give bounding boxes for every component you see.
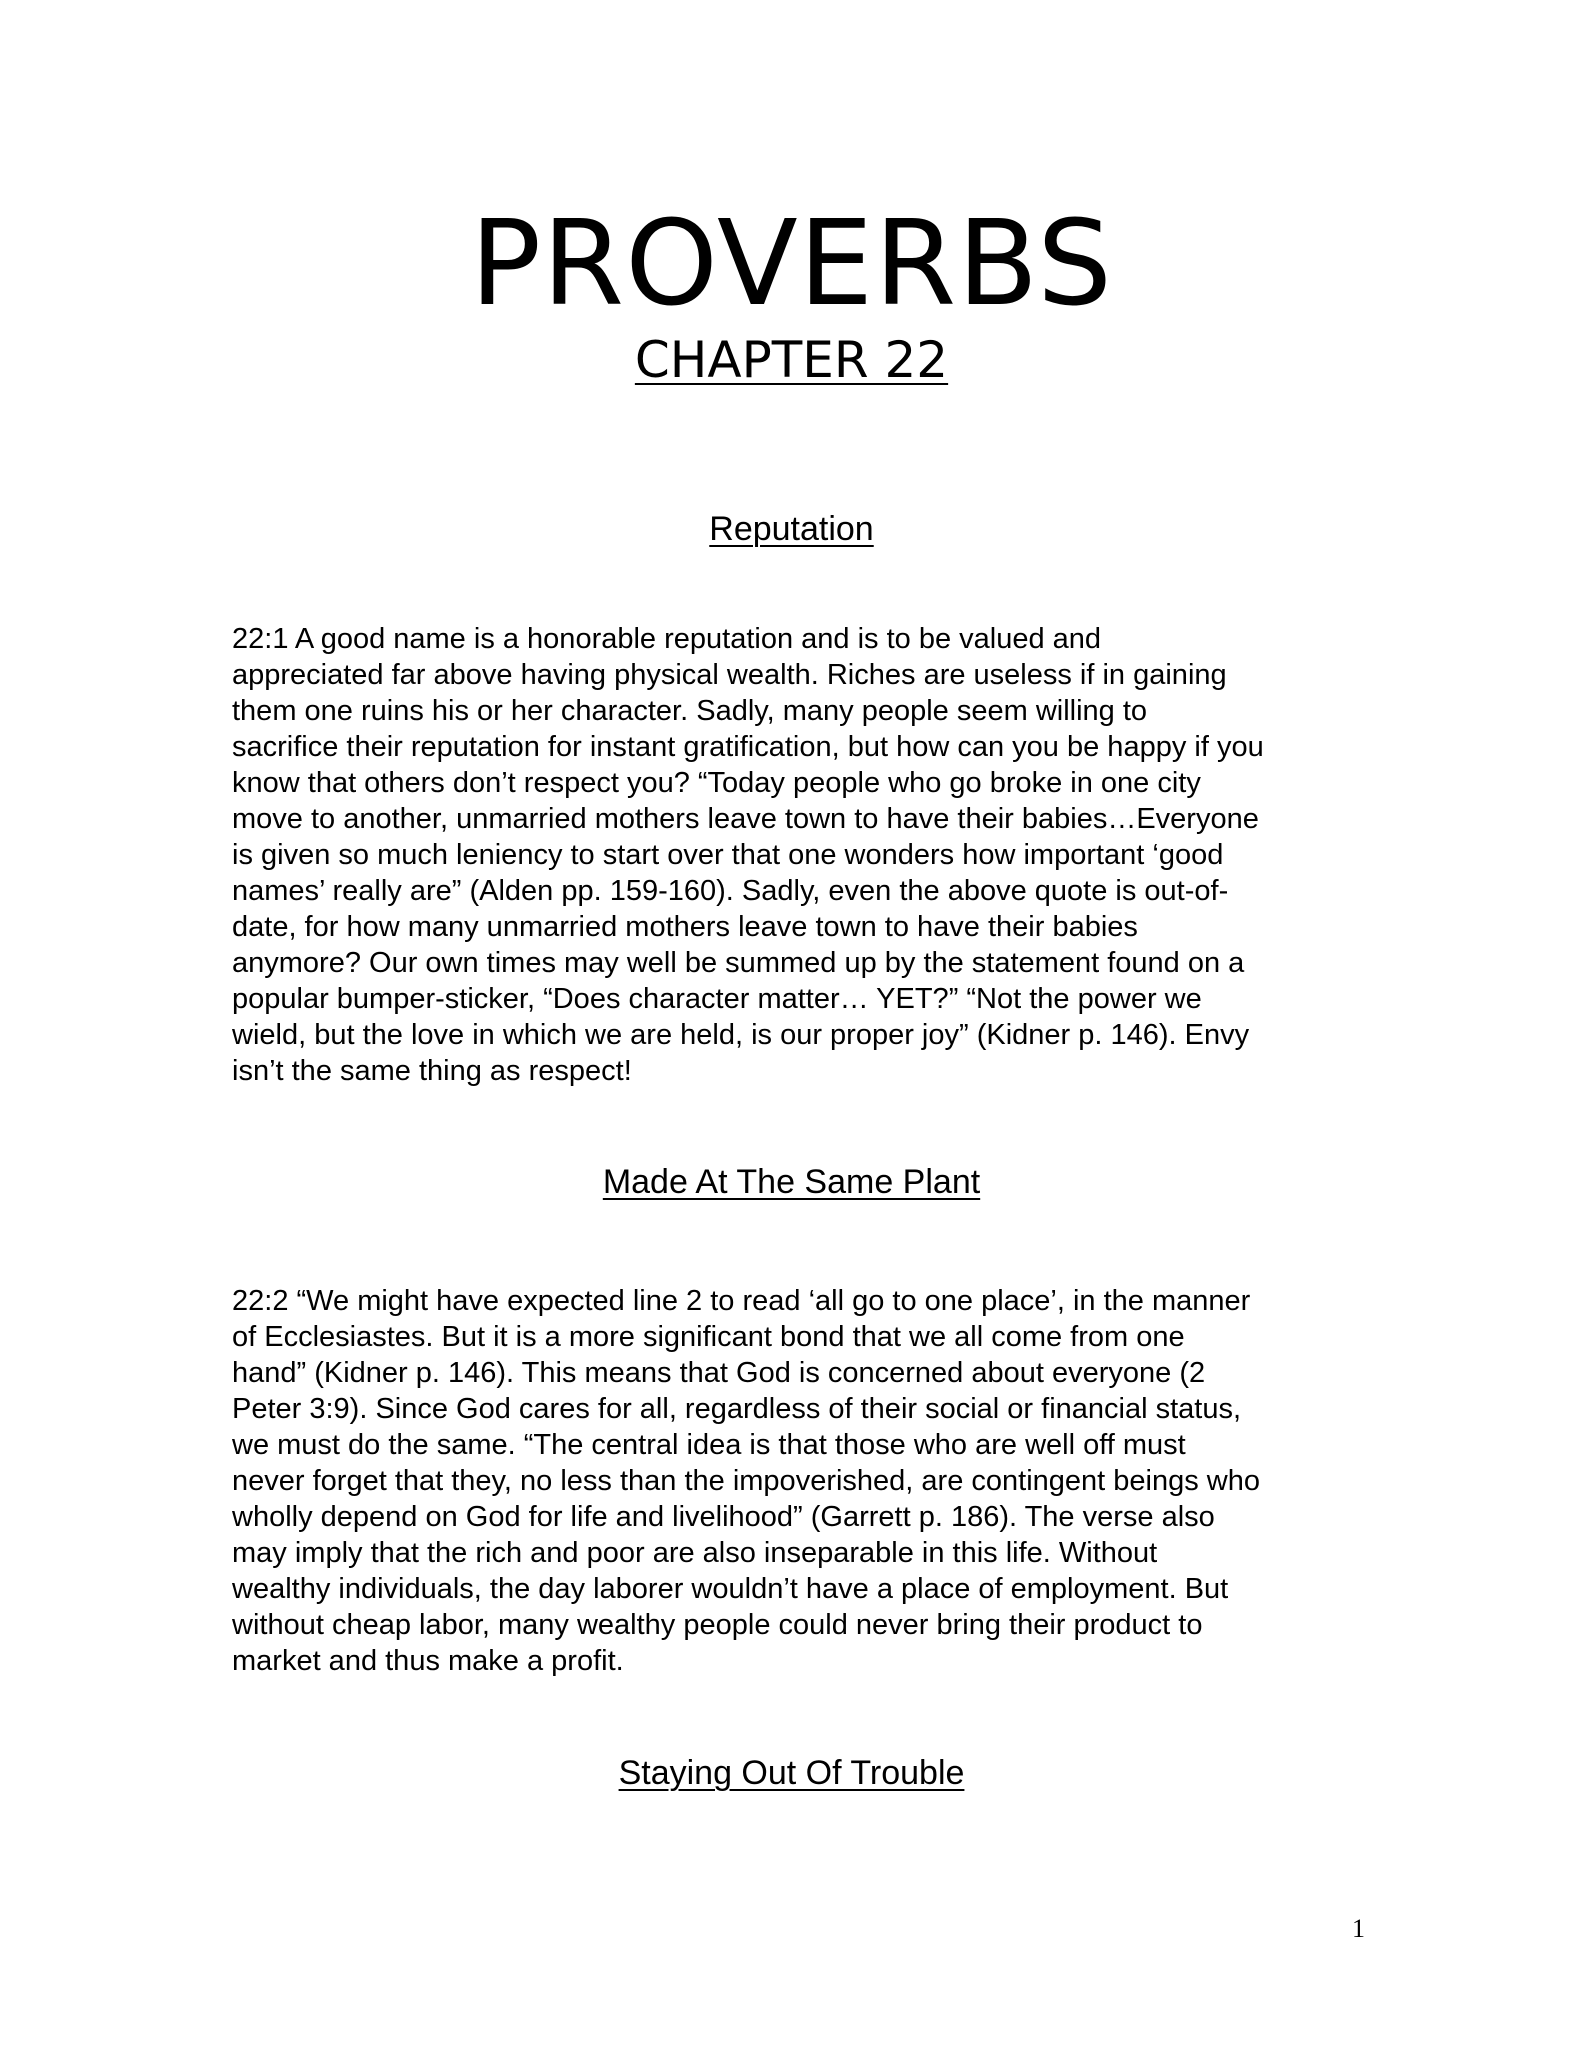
section-heading-text: Staying Out Of Trouble bbox=[618, 1754, 965, 1792]
chapter-heading-text: CHAPTER 22 bbox=[634, 331, 949, 389]
section-heading-text: Made At The Same Plant bbox=[602, 1163, 981, 1201]
chapter-heading bbox=[0, 330, 1583, 390]
section-heading-staying-out-of-trouble bbox=[0, 1752, 1583, 1794]
section-heading-reputation bbox=[0, 508, 1583, 550]
section-heading-made-at-the-same-plant bbox=[0, 1161, 1583, 1203]
page-number: 1 bbox=[1352, 1914, 1365, 1943]
page-title: PROVERBS bbox=[470, 194, 1113, 332]
section-paragraph-reputation: 22:1 A good name is a honorable reputation and is to be valued and appreciated far above having physical wealth. Riches are useless if in gaining them one ruins his or her character. Sadly, many people seem willing to sacrifice their reputation for instant gratification, but how can you be happy if you know that others don’t respect you? “Today people who go broke in one city move to another, unmarried mothers leave town to have their babies…Everyone is given so much leniency to start over that one wonders how important ‘good names’ really are” (Alden pp. 159-160). Sadly, even the above quote is out-of- date, for how many unmarried mothers leave town to have their babies anymore? Our own times may well be summed up by the statement found on a popular bumper-sticker, “Does character matter… YET?” “Not the power we wield, but the love in which we are held, is our proper joy” (Kidner p. 146). Envy isn’t the same thing as respect! bbox=[232, 623, 1264, 1087]
section-paragraph-made-at-the-same-plant: 22:2 “We might have expected line 2 to read ‘all go to one place’, in the manner of Ecclesiastes. But it is a more significant bond that we all come from one hand” (Kidner p. 146). This means that God is concerned about everyone (2 Peter 3:9). Since God cares for all, regardless of their social or financial status, we must do the same. “The central idea is that those who are well off must never forget that they, no less than the impoverished, are contingent beings who wholly depend on God for life and livelihood” (Garrett p. 186). The verse also may imply that the rich and poor are also inseparable in this life. Without wealthy individuals, the day laborer wouldn’t have a place of employment. But without cheap labor, many wealthy people could never bring their product to market and thus make a profit. bbox=[232, 1285, 1260, 1677]
section-heading-text: Reputation bbox=[709, 510, 874, 548]
